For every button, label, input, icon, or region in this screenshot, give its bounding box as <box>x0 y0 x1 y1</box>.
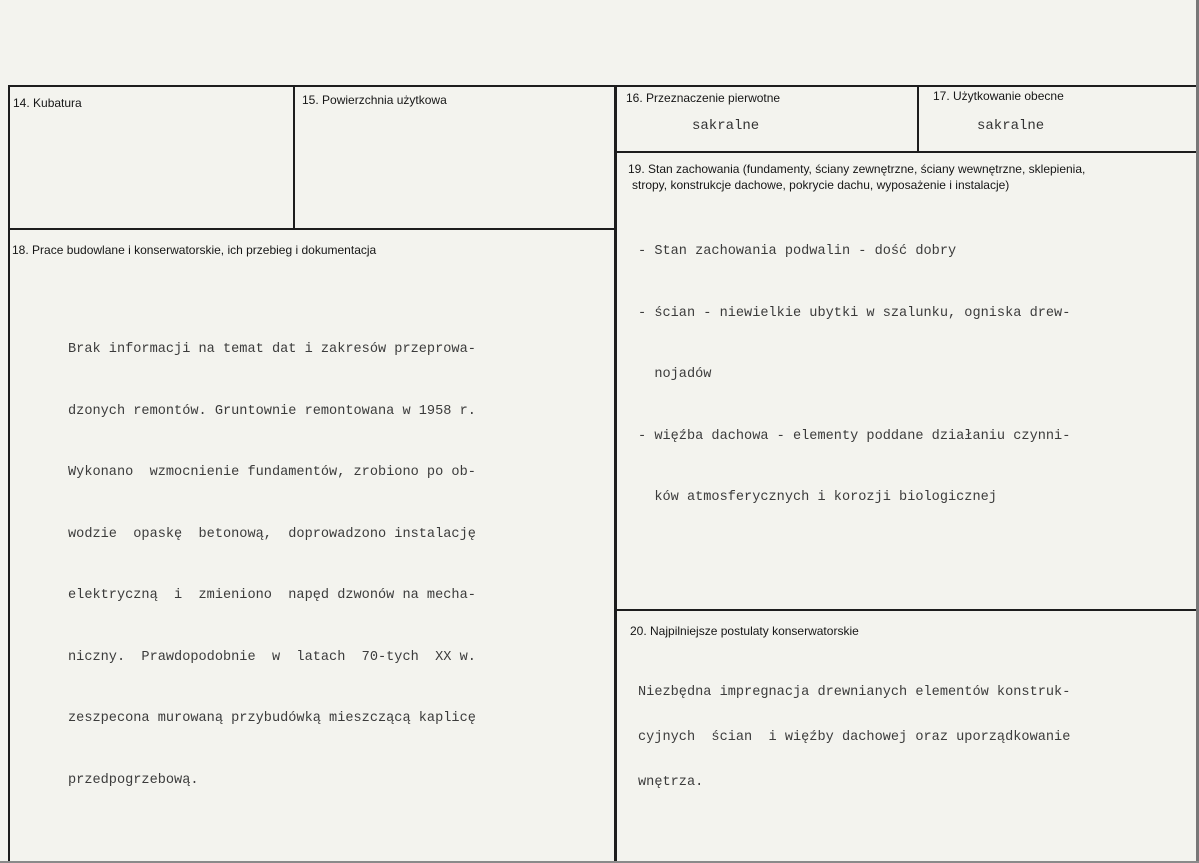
field-16-label: 16. Przeznaczenie pierwotne <box>626 91 781 105</box>
field-14-label: 14. Kubatura <box>13 96 82 110</box>
field-19-text <box>638 201 1070 550</box>
text-line: niczny. Prawdopodobnie w latach 70-tych XX w. <box>68 649 476 665</box>
text-line: cyjnych ścian i więźby dachowej oraz uporządkowanie <box>638 730 1071 745</box>
field-16-value: sakralne <box>692 118 760 134</box>
text-line: elektryczną i zmieniono napęd dzwonów na mecha- <box>68 588 476 603</box>
field-18-label: 18. Prace budowlane i konserwatorskie, ich przebieg i dokumentacja <box>12 243 377 257</box>
field-17-label: 17. Użytkowanie obecne <box>933 89 1064 103</box>
text-line: Niezbędna impregnacja drewnianych elementów konstruk- <box>638 685 1071 700</box>
text-line: zeszpecona murowaną przybudówką mieszczącą kaplicę <box>68 711 476 726</box>
text-line: wodzie opaskę betonową, doprowadzono instalację <box>68 526 476 542</box>
label-line: stropy, konstrukcje dachowe, pokrycie dachu, wyposażenie i instalacje) <box>632 178 1010 192</box>
text-line: - więźba dachowa - elementy poddane działaniu czynni- <box>638 428 1071 444</box>
row-divider-19-20 <box>617 609 1199 611</box>
row-divider-14-18 <box>8 228 617 230</box>
text-line: nojadów <box>638 367 712 382</box>
label-line: 19. Stan zachowania (fundamenty, ściany zewnętrzne, ściany wewnętrzne, sklepienia, <box>628 162 1086 176</box>
top-border-line <box>8 85 1199 87</box>
text-line: przedpogrzebową. <box>68 772 199 788</box>
text-line: - Stan zachowania podwalin - dość dobry <box>638 244 957 259</box>
text-line: wnętrza. <box>638 775 704 790</box>
text-line: Wykonano wzmocnienie fundamentów, zrobiono po ob- <box>68 465 476 480</box>
text-line: Brak informacji na temat dat i zakresów przeprowa- <box>68 342 476 357</box>
divider-14-15 <box>293 85 295 230</box>
center-divider <box>614 85 617 863</box>
left-border-line <box>8 85 10 863</box>
row-divider-16-19 <box>617 151 1199 153</box>
field-20-text <box>638 655 1070 820</box>
field-17-value: sakralne <box>977 118 1045 134</box>
field-18-text <box>68 299 476 832</box>
field-19-label <box>628 161 1085 193</box>
field-15-label: 15. Powierzchnia użytkowa <box>302 93 447 107</box>
text-line: ków atmosferycznych i korozji biologicznej <box>638 490 997 505</box>
field-20-label: 20. Najpilniejsze postulaty konserwatorskie <box>630 624 859 638</box>
divider-16-17 <box>917 85 919 153</box>
text-line: - ścian - niewielkie ubytki w szalunku, ogniska drew- <box>638 305 1071 321</box>
text-line: dzonych remontów. Gruntownie remontowana w 1958 r. <box>68 403 476 419</box>
